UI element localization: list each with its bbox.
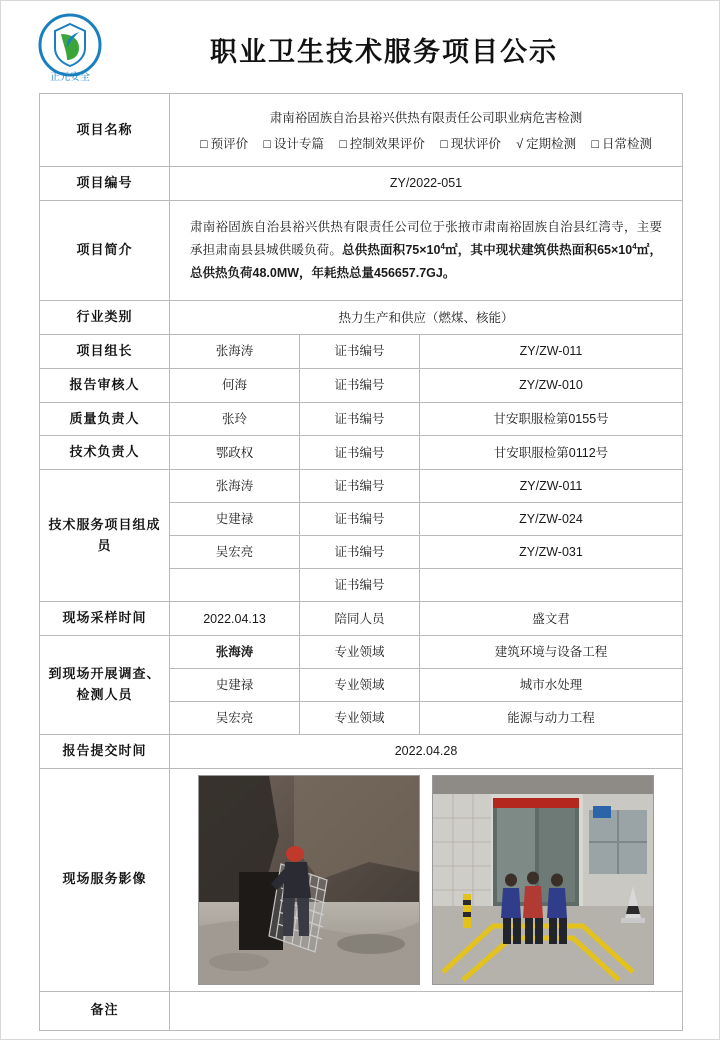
value-report-reviewer-name: 何海 [170, 368, 300, 402]
value-report-submit-time: 2022.04.28 [170, 734, 683, 768]
value-cert-number-leader: ZY/ZW-011 [420, 334, 683, 368]
project-intro-text [178, 207, 674, 294]
table-row-sampling-time [40, 602, 683, 636]
label-cert-number-quality: 证书编号 [300, 402, 420, 436]
value-cert-number-member-1: ZY/ZW-011 [420, 470, 683, 503]
label-team-members: 技术服务项目组成员 [40, 470, 170, 602]
label-project-name: 项目名称 [40, 94, 170, 167]
site-photo-gallery [178, 775, 674, 985]
value-cert-number-member-3: ZY/ZW-031 [420, 536, 683, 569]
value-remark [170, 991, 683, 1030]
checkbox-control-effect[interactable]: □ [339, 137, 347, 151]
value-project-number: ZY/2022-051 [170, 167, 683, 201]
cell-project-intro [170, 200, 683, 300]
value-quality-manager-name: 张玲 [170, 402, 300, 436]
value-team-member-name-2: 史建禄 [170, 503, 300, 536]
project-intro-bold: 总供热面积$75\times 10^4㎡$，其中现状建筑供热面积$65\times 10^4㎡$，总供热负荷48.0MW，年耗热总量456657.7GJ。 [190, 241, 662, 281]
value-tech-manager-name: 鄂政权 [170, 436, 300, 470]
evaluation-type-options [178, 132, 674, 160]
value-cert-number-member-2: ZY/ZW-024 [420, 503, 683, 536]
label-project-leader: 项目组长 [40, 334, 170, 368]
table-row-site-personnel-1 [40, 635, 683, 668]
label-site-images: 现场服务影像 [40, 768, 170, 991]
company-logo [23, 10, 119, 88]
option-label-status-evaluation: 现状评价 [450, 137, 501, 151]
label-report-reviewer: 报告审核人 [40, 368, 170, 402]
value-specialty-1: 建筑环境与设备工程 [420, 635, 683, 668]
value-specialty-2: 城市水处理 [420, 668, 683, 701]
label-quality-manager: 质量负责人 [40, 402, 170, 436]
checkbox-pre-evaluation[interactable]: □ [200, 137, 208, 151]
table-row-industry-type [40, 301, 683, 335]
value-site-personnel-name-1: 张海涛 [170, 635, 300, 668]
label-project-intro: 项目简介 [40, 200, 170, 300]
option-status-evaluation[interactable] [440, 134, 501, 154]
label-cert-number-member-1: 证书编号 [300, 470, 420, 503]
value-site-personnel-name-3: 吴宏亮 [170, 701, 300, 734]
value-specialty-3: 能源与动力工程 [420, 701, 683, 734]
value-cert-number-reviewer: ZY/ZW-010 [420, 368, 683, 402]
table-row-project-intro [40, 200, 683, 300]
option-daily-detection[interactable] [591, 134, 652, 154]
notice-table-wrapper [1, 93, 719, 1031]
table-row-project-number [40, 167, 683, 201]
label-site-personnel: 到现场开展调查、检测人员 [40, 635, 170, 734]
option-label-daily-detection: 日常检测 [601, 137, 652, 151]
value-accompany-person: 盛文君 [420, 602, 683, 636]
project-name-value: 肃南裕固族自治县裕兴供热有限责任公司职业病危害检测 [269, 111, 583, 125]
label-cert-number-tech: 证书编号 [300, 436, 420, 470]
page-header [1, 1, 719, 93]
label-cert-number-member-4: 证书编号 [300, 569, 420, 602]
value-sampling-time: 2022.04.13 [170, 602, 300, 636]
checkmark-periodic-detection[interactable]: √ [516, 137, 524, 151]
label-cert-number-leader: 证书编号 [300, 334, 420, 368]
table-row-team-member-1 [40, 470, 683, 503]
checkbox-status-evaluation[interactable]: □ [440, 137, 448, 151]
option-pre-evaluation[interactable] [200, 134, 248, 154]
label-sampling-time: 现场采样时间 [40, 602, 170, 636]
label-tech-manager: 技术负责人 [40, 436, 170, 470]
value-site-personnel-name-2: 史建禄 [170, 668, 300, 701]
notice-table [39, 93, 683, 1031]
table-row-remark [40, 991, 683, 1030]
option-label-periodic-detection: 定期检测 [526, 137, 577, 151]
value-project-leader-name: 张海涛 [170, 334, 300, 368]
option-design-chapter[interactable] [263, 134, 324, 154]
label-specialty-2: 专业领域 [300, 668, 420, 701]
option-label-control-effect: 控制效果评价 [349, 137, 425, 151]
label-specialty-3: 专业领域 [300, 701, 420, 734]
table-row-project-leader [40, 334, 683, 368]
option-label-design-chapter: 设计专篇 [273, 137, 324, 151]
label-cert-number-reviewer: 证书编号 [300, 368, 420, 402]
value-cert-number-quality: 甘安职服检第0155号 [420, 402, 683, 436]
label-cert-number-member-2: 证书编号 [300, 503, 420, 536]
label-project-number: 项目编号 [40, 167, 170, 201]
svg-text:正元安全: 正元安全 [50, 72, 90, 83]
label-specialty-1: 专业领域 [300, 635, 420, 668]
value-team-member-name-3: 吴宏亮 [170, 536, 300, 569]
option-control-effect[interactable] [339, 134, 425, 154]
table-row-site-images [40, 768, 683, 991]
option-label-pre-evaluation: 预评价 [210, 137, 249, 151]
page-title: 职业卫生技术服务项目公示 [210, 36, 558, 67]
table-row-report-reviewer [40, 368, 683, 402]
table-row-tech-manager [40, 436, 683, 470]
value-industry-type: 热力生产和供应（燃煤、核能） [170, 301, 683, 335]
label-cert-number-member-3: 证书编号 [300, 536, 420, 569]
value-cert-number-tech: 甘安职服检第0112号 [420, 436, 683, 470]
value-cert-number-member-4 [420, 569, 683, 602]
table-row-project-name [40, 94, 683, 167]
value-team-member-name-1: 张海涛 [170, 470, 300, 503]
value-team-member-name-4 [170, 569, 300, 602]
cell-project-name [170, 94, 683, 167]
table-row-report-submit-time [40, 734, 683, 768]
label-industry-type: 行业类别 [40, 301, 170, 335]
checkbox-daily-detection[interactable]: □ [591, 137, 599, 151]
label-accompany-person: 陪同人员 [300, 602, 420, 636]
site-photo-outdoor-worker[interactable] [198, 775, 420, 985]
table-row-quality-manager [40, 402, 683, 436]
cell-site-images [170, 768, 683, 991]
project-intro-part1: 肃南裕固族自治县裕兴供热有限责任公司位于张掖市肃南裕固族自治县红湾寺，主要承担肃南县县城供暖负荷。 [190, 219, 662, 257]
site-photo-entrance-group[interactable] [432, 775, 654, 985]
option-periodic-detection[interactable] [516, 134, 576, 154]
label-report-submit-time: 报告提交时间 [40, 734, 170, 768]
checkbox-design-chapter[interactable]: □ [263, 137, 271, 151]
label-remark: 备注 [40, 991, 170, 1030]
